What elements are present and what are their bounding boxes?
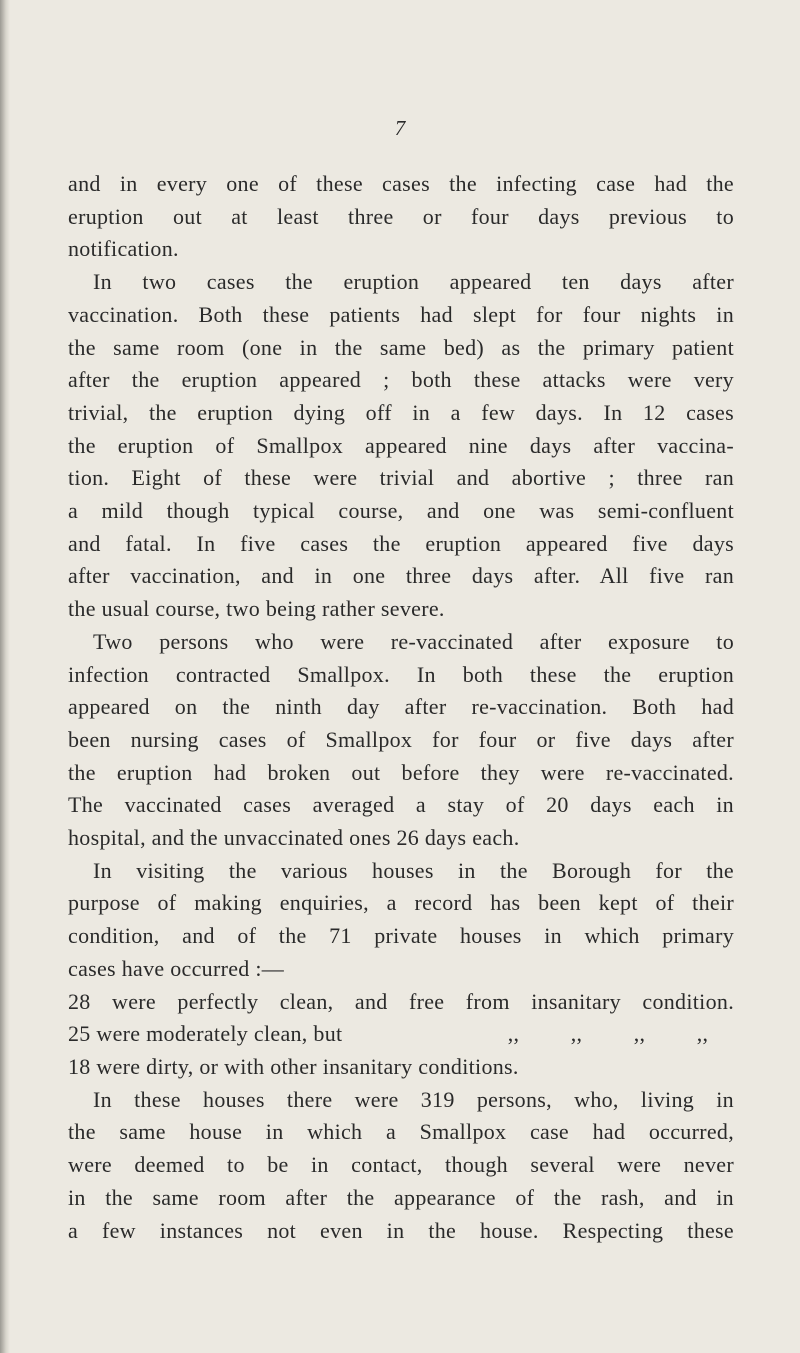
text-line: Two persons who were re-vaccinated after exposure to bbox=[93, 628, 734, 654]
text-line: In two cases the eruption appeared ten days after bbox=[93, 269, 734, 295]
text-line: infection contracted Smallpox. In both these the eruption bbox=[68, 661, 734, 687]
ditto-mark: ,, bbox=[633, 1021, 646, 1047]
text-line: appeared on the ninth day after re-vaccination. Both had bbox=[68, 694, 734, 720]
ditto-marks bbox=[482, 1018, 734, 1051]
list-item-text: 25 were moderately clean, but bbox=[68, 1021, 343, 1047]
text-line: vaccination. Both these patients had slept for four nights in bbox=[68, 301, 734, 327]
text-line: been nursing cases of Smallpox for four or five days after bbox=[68, 726, 734, 752]
text-line: In visiting the various houses in the Borough for the bbox=[93, 857, 734, 883]
paragraph-4 bbox=[68, 855, 734, 986]
text-line: purpose of making enquiries, a record has been kept of their bbox=[68, 890, 734, 916]
body-text bbox=[68, 168, 734, 1247]
ditto-mark: ,, bbox=[696, 1021, 709, 1047]
text-line: notification. bbox=[68, 236, 179, 262]
text-line: The vaccinated cases averaged a stay of 20 days each in bbox=[68, 792, 734, 818]
page-edge-shadow bbox=[0, 0, 10, 1353]
text-line: a few instances not even in the house. Respecting these bbox=[68, 1217, 734, 1243]
text-line: the eruption had broken out before they were re-vaccinated. bbox=[68, 759, 734, 785]
paragraph-3 bbox=[68, 626, 734, 855]
list-item: 18 were dirty, or with other insanitary conditions. bbox=[68, 1053, 519, 1079]
text-line: In these houses there were 319 persons, who, living in bbox=[93, 1086, 734, 1112]
list-item: 28 were perfectly clean, and free from insanitary condition. bbox=[68, 988, 734, 1014]
text-line: cases have occurred :— bbox=[68, 955, 285, 981]
text-line: a mild though typical course, and one was semi-confluent bbox=[68, 498, 734, 524]
paragraph-5 bbox=[68, 1084, 734, 1248]
text-line: were deemed to be in contact, though several were never bbox=[68, 1152, 734, 1178]
text-line: and fatal. In five cases the eruption appeared five days bbox=[68, 530, 734, 556]
text-line: the same room (one in the same bed) as the primary patient bbox=[68, 334, 734, 360]
condition-list bbox=[68, 986, 734, 1084]
text-line: the eruption of Smallpox appeared nine days after vaccina- bbox=[68, 432, 734, 458]
text-line: hospital, and the unvaccinated ones 26 days each. bbox=[68, 825, 520, 851]
ditto-mark: ,, bbox=[570, 1021, 583, 1047]
page-number: 7 bbox=[394, 116, 406, 140]
text-line: the same house in which a Smallpox case had occurred, bbox=[68, 1119, 734, 1145]
text-line: condition, and of the 71 private houses in which primary bbox=[68, 923, 734, 949]
ditto-mark: ,, bbox=[507, 1021, 520, 1047]
paragraph-1 bbox=[68, 168, 734, 266]
text-line: and in every one of these cases the infecting case had the bbox=[68, 171, 734, 196]
paragraph-2 bbox=[68, 266, 734, 626]
text-line: tion. Eight of these were trivial and abortive ; three ran bbox=[68, 465, 734, 491]
list-item bbox=[68, 1018, 734, 1051]
text-line: after the eruption appeared ; both these attacks were very bbox=[68, 367, 734, 393]
text-line: the usual course, two being rather severe. bbox=[68, 596, 445, 622]
text-line: in the same room after the appearance of the rash, and in bbox=[68, 1184, 734, 1210]
text-line: after vaccination, and in one three days after. All five ran bbox=[68, 563, 734, 589]
text-line: eruption out at least three or four days previous to bbox=[68, 203, 734, 229]
text-line: trivial, the eruption dying off in a few days. In 12 cases bbox=[68, 399, 734, 425]
